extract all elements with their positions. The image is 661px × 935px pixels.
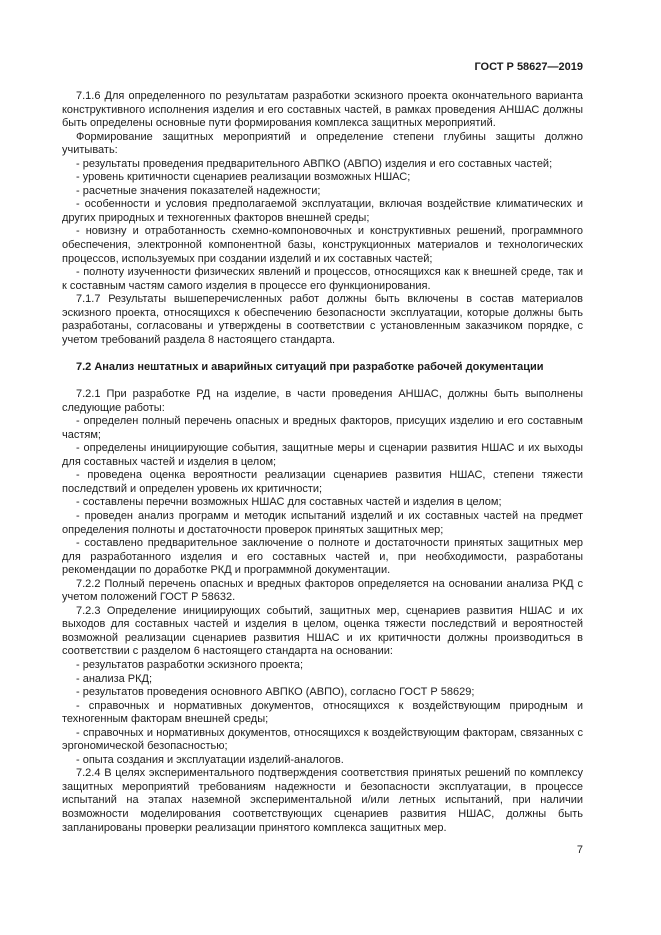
list-item: - новизну и отработанность схемно-компоновочных и конструктивных решений, программного обеспечения, электронной компонентной базы, конструкционных материалов и технологических процессов, используемых при создании изделий и их составных частей; <box>62 225 583 265</box>
document-header <box>474 61 583 75</box>
list-item: - опыта создания и эксплуатации изделий-аналогов. <box>76 753 344 766</box>
list-item: - уровень критичности сценариев реализации возможных НШАС; <box>76 171 411 184</box>
clause-7-1-7: 7.1.7 Результаты вышеперечисленных работ должны быть включены в состав материалов эскизного проекта, относящихся к обеспечению безопасности эксплуатации, которые должны быть разработаны, согласованы и утверждены в соответствии с установленным заказчиком порядке, с учетом требований раздела 8 настоящего стандарта. <box>62 293 583 346</box>
list-item: - справочных и нормативных документов, относящихся к воздействующим факторам, связанных с эргономической безопасностью; <box>62 726 583 753</box>
list-item: - составлено предварительное заключение о полноте и достаточности принятых защитных мер для разработанного изделия и его составных частей и, при необходимости, разработаны рекомендации по доработке РКД и программной документации. <box>62 537 583 577</box>
clause-7-1-6: 7.1.6 Для определенного по результатам разработки эскизного проекта окончательного варианта конструктивного исполнения изделия и его составных частей, в рамках проведения АНШАС должны быть определены основные пути формирования комплекса защитных мероприятий. <box>62 90 583 130</box>
clause-7-2-2: 7.2.2 Полный перечень опасных и вредных факторов определяется на основании анализа РКД с учетом положений ГОСТ Р 58632. <box>62 577 583 604</box>
list-item: - определены инициирующие события, защитные меры и сценарии развития НШАС и их выходы для составных частей и изделия в целом; <box>62 442 583 468</box>
list-item: - составлены перечни возможных НШАС для составных частей и изделия в целом; <box>76 496 502 509</box>
list-item: - результатов проведения основного АВПКО (АВПО), согласно ГОСТ Р 58629; <box>76 686 475 699</box>
list-item: - результаты проведения предварительного АВПКО (АВПО) изделия и его составных частей; <box>76 157 553 170</box>
document-body <box>62 90 583 858</box>
document-footer <box>62 844 583 858</box>
list-item: - проведен анализ программ и методик испытаний изделий и их составных частей на предмет определения полноты и достаточности проверок принятых защитных мер; <box>62 509 583 536</box>
list-item: - результатов разработки эскизного проекта; <box>76 658 304 671</box>
list-item: - проведена оценка вероятности реализации сценариев развития НШАС, степени тяжести последствий и определен уровень их критичности; <box>62 469 583 495</box>
page-number: 7 <box>576 844 583 857</box>
section-heading-7-2: 7.2 Анализ нештатных и аварийных ситуаций при разработке рабочей документации <box>76 360 544 373</box>
document-code: ГОСТ Р 58627—2019 <box>474 61 583 73</box>
list-intro: Формирование защитных мероприятий и определение степени глубины защиты должно учитывать: <box>62 130 583 157</box>
list-item: - расчетные значения показателей надежности; <box>76 184 321 197</box>
clause-7-2-4: 7.2.4 В целях экспериментального подтверждения соответствия принятых решений по комплексу защитных мероприятий требованиям надежности и безопасности эксплуатации, в процессе испытаний на этапах наземной экспериментальной и/или летных испытаний, при наличии возможности моделирования соответствующих сценариев развития НШАС, должны быть запланированы проверки реализации принятого комплекса защитных мер. <box>62 767 583 834</box>
clause-7-2-3: 7.2.3 Определение инициирующих событий, защитных мер, сценариев развития НШАС и их выходов для составных частей и изделия в целом, оценка тяжести последствий и вероятностей возможной реализации сценариев развития НШАС и их критичности должны производиться в соответствии с разделом 6 настоящего стандарта на основании: <box>62 604 583 658</box>
list-item: - особенности и условия предполагаемой эксплуатации, включая воздействие климатических и других природных и техногенных факторов внешней среды; <box>62 198 583 224</box>
list-item: - полноту изученности физических явлений и процессов, относящихся как к внешней среде, так и к составным частям самого изделия в процессе его функционирования. <box>62 266 583 292</box>
list-item: - определен полный перечень опасных и вредных факторов, присущих изделию и его составным частям; <box>62 415 583 441</box>
clause-7-2-1: 7.2.1 При разработке РД на изделие, в части проведения АНШАС, должны быть выполнены следующие работы: <box>62 388 583 414</box>
list-item: - справочных и нормативных документов, относящихся к воздействующим природным и техногенным факторам внешней среды; <box>62 699 583 726</box>
list-item: - анализа РКД; <box>76 672 153 685</box>
